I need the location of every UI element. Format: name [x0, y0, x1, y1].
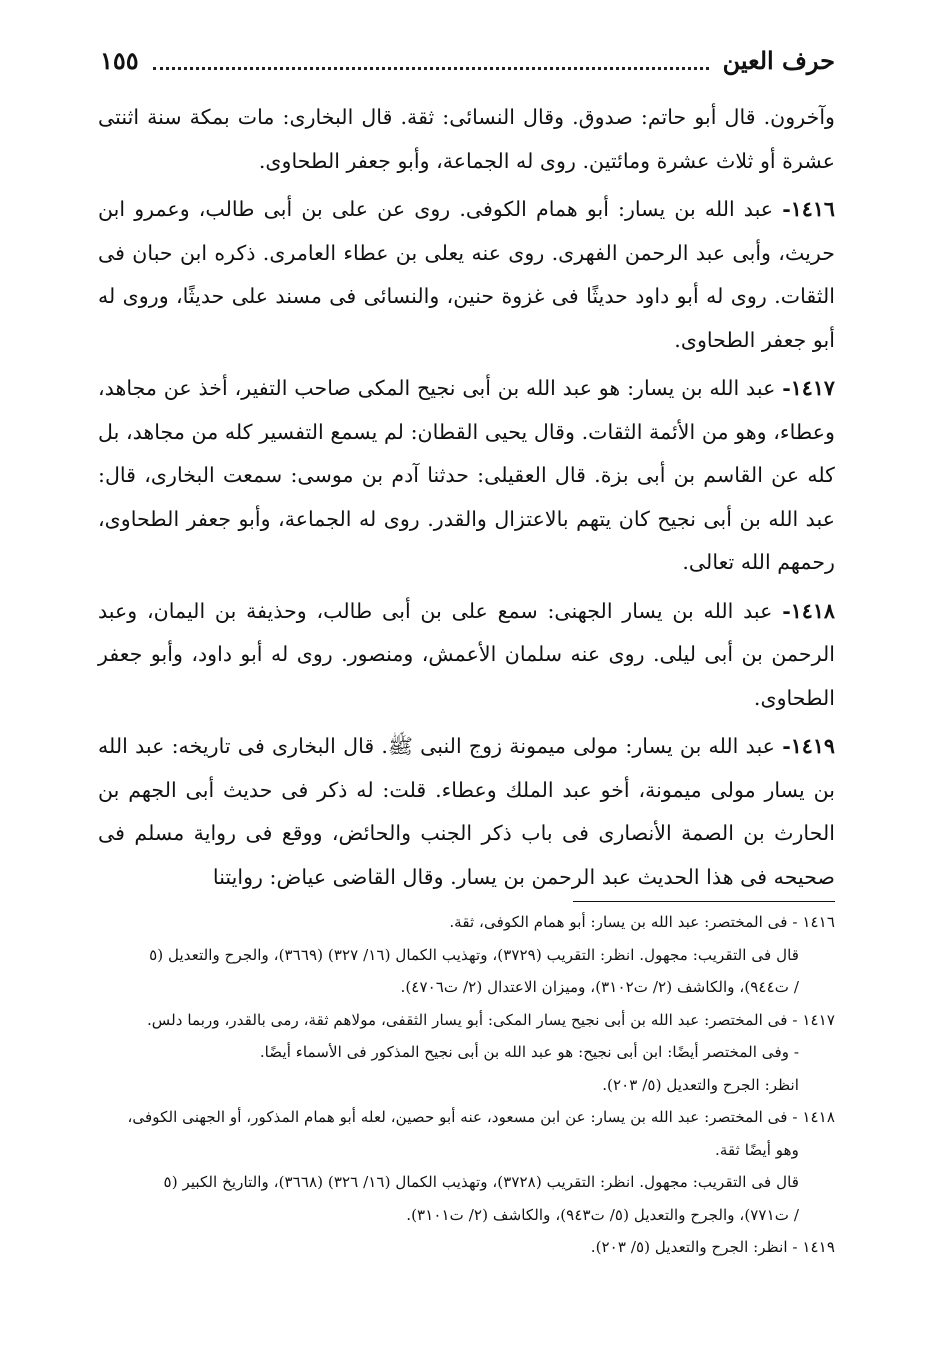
footnote-separator	[573, 901, 835, 902]
header-dotted-leader	[153, 67, 709, 70]
footnote-line: وهو أيضًا ثقة.	[715, 1140, 799, 1159]
main-text	[98, 96, 835, 899]
footnotes	[98, 906, 835, 1264]
entry-number: ١٤١٨-	[782, 598, 835, 623]
footnote-line: ١٤١٧ - فى المختصر: عبد الله بن أبى نجيح يسار المكى: أبو يسار الثقفى، مولاهم ثقة، رمى بالقدر، وربما دلس.	[146, 1010, 835, 1029]
page-number: ١٥٥	[100, 45, 139, 75]
entry-number: ١٤١٩-	[782, 734, 835, 758]
entry-text: عبد الله بن يسار: أبو همام الكوفى. روى عن على بن أبى طالب، وعمرو ابن حريث، وأبى عبد الرحمن الفهرى. روى عنه يعلى بن عطاء العامرى. ذكره ابن حبان فى الثقات. روى له أبو داود حديثًا فى غزوة حنين، والنسائى فى مسند على حديثًا، وروى له أبو جعفر الطحاوى.	[98, 197, 835, 352]
entry-1417	[98, 367, 835, 585]
footnote-line: / ت٧٧١)، والجرح والتعديل (٥/ ت٩٤٣)، والكاشف (٢/ ت٣١٠١).	[406, 1205, 799, 1224]
footnote-line: ١٤١٦ - فى المختصر: عبد الله بن يسار: أبو همام الكوفى، ثقة.	[449, 913, 835, 931]
page-header	[100, 40, 835, 80]
entry-1416	[98, 188, 835, 362]
footnote-line: - وفى المختصر أيضًا: ابن أبى نجيح: هو عبد الله بن أبى نجيح المذكور فى الأسماء أيضًا.	[259, 1043, 799, 1061]
entry-number: ١٤١٧-	[782, 376, 835, 400]
entry-text: عبد الله بن يسار: مولى ميمونة زوج النبى ﷺ. قال البخارى فى تاريخه: عبد الله بن يسار مولى ميمونة، أخو عبد الملك وعطاء. قلت: له ذكر فى حديث أبى الجهم بن الحارث بن الصمة الأنصارى فى باب ذكر الجنب والحائض، ووقع فى رواية مسلم فى صحيحه فى هذا الحديث عبد الرحمن بن يسار. وقال القاضى عياض: روايتنا	[98, 734, 835, 889]
entry-1418	[98, 590, 835, 721]
continuation-paragraph: وآخرون. قال أبو حاتم: صدوق. وقال النسائى: ثقة. قال البخارى: مات بمكة سنة اثنتى عشرة أو ثلاث عشرة ومائتين. روى له الجماعة، وأبو جعفر الطحاوى.	[98, 105, 835, 173]
footnote-line: ١٤١٨ - فى المختصر: عبد الله بن يسار: عن ابن مسعود، عنه أبو حصين، لعله أبو همام المذكور، أو الجهنى الكوفى،	[127, 1108, 835, 1126]
entry-number: ١٤١٦-	[782, 197, 835, 221]
entry-text: عبد الله بن يسار: هو عبد الله بن أبى نجيح المكى صاحب التفير، أخذ عن مجاهد، وعطاء، وهو من الأئمة الثقات. وقال يحيى القطان: لم يسمع التفسير كله من مجاهد، بل كله عن القاسم بن أبى بزة. قال العقيلى: حدثنا آدم بن موسى: سمعت البخارى، قال: عبد الله بن أبى نجيح كان يتهم بالاعتزال والقدر. روى له الجماعة، وأبو جعفر الطحاوى، رحمهم الله تعالى.	[98, 376, 835, 574]
footnote-line: ١٤١٩ - انظر: الجرح والتعديل (٥/ ٢٠٣).	[590, 1238, 835, 1256]
entry-text: عبد الله بن يسار الجهنى: سمع على بن أبى طالب، وحذيفة بن اليمان، وعبد الرحمن بن أبى ليلى. روى عنه سلمان الأعمش، ومنصور. روى له أبو داود، وأبو جعفر الطحاوى.	[98, 598, 835, 710]
footnote-line: انظر: الجرح والتعديل (٥/ ٢٠٣).	[602, 1075, 799, 1094]
footnote-line: قال فى التقريب: مجهول. انظر: التقريب (٣٧٢٩)، وتهذيب الكمال (١٦/ ٣٢٧) (٣٦٦٩)، والجرح والتعديل (٥	[149, 945, 799, 964]
entry-1419	[98, 725, 835, 899]
footnote-line: / ت٩٤٤)، والكاشف (٢/ ت٣١٠٢)، وميزان الاعتدال (٢/ ت٤٧٠٦).	[400, 978, 799, 996]
footnote-line: قال فى التقريب: مجهول. انظر: التقريب (٣٧٢٨)، وتهذيب الكمال (١٦/ ٣٢٦) (٣٦٦٨)، والتاريخ الكبير (٥	[163, 1173, 799, 1191]
chapter-title: حرف العين	[722, 45, 835, 75]
